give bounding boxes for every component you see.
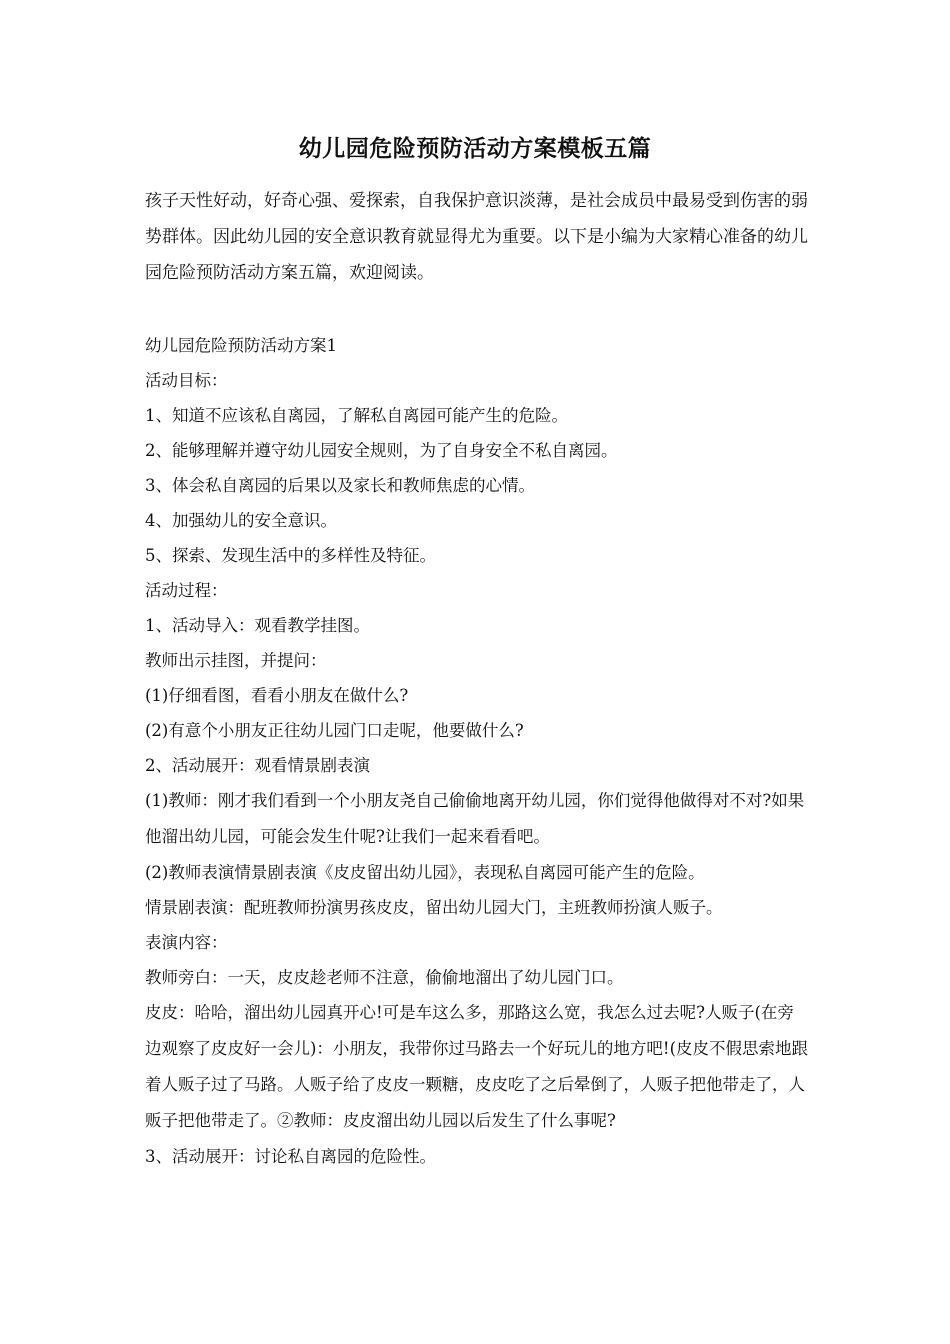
story-paragraph: 皮皮：哈哈，溜出幼儿园真开心!可是车这么多，那路这么宽，我怎么过去呢?人贩子(在旁边观察了皮皮好一会儿)：小朋友，我带你过马路去一个好玩儿的地方吧!(皮皮不假思索地跟着人贩子过了马路。人贩子给了皮皮一颗糖，皮皮吃了之后晕倒了，人贩子把他带走了，人贩子把他带走了。②教师：皮皮溜出幼儿园以后发生了什么事呢? bbox=[145, 1003, 809, 1130]
text-line: (2)有意个小朋友正往幼儿园门口走呢，他要做什么? bbox=[145, 721, 524, 740]
section-heading: 幼儿园危险预防活动方案1 bbox=[145, 336, 337, 355]
text-line: (1)仔细看图，看看小朋友在做什么? bbox=[145, 686, 409, 705]
text-line: 情景剧表演：配班教师扮演男孩皮皮，留出幼儿园大门，主班教师扮演人贩子。 bbox=[145, 898, 723, 917]
process-label: 活动过程： bbox=[145, 581, 228, 600]
text-line: (2)教师表演情景剧表演《皮皮留出幼儿园》，表现私自离园可能产生的危险。 bbox=[145, 863, 705, 882]
goal-item: 3、体会私自离园的后果以及家长和教师焦虑的心情。 bbox=[145, 476, 535, 495]
goals-label: 活动目标： bbox=[145, 371, 228, 390]
text-line: 教师出示挂图，并提问： bbox=[145, 651, 327, 670]
goal-item: 1、知道不应该私自离园，了解私自离园可能产生的危险。 bbox=[145, 406, 568, 425]
process-step: 1、活动导入：观看教学挂图。 bbox=[145, 616, 370, 635]
goal-item: 5、探索、发现生活中的多样性及特征。 bbox=[145, 546, 436, 565]
process-step: 3、活动展开：讨论私自离园的危险性。 bbox=[145, 1147, 436, 1166]
document-body bbox=[145, 328, 810, 1174]
intro-text: 孩子天性好动，好奇心强、爱探索，自我保护意识淡薄，是社会成员中最易受到伤害的弱势群体。因此幼儿园的安全意识教育就显得尤为重要。以下是小编为大家精心准备的幼儿园危险预防活动方案五篇，欢迎阅读。 bbox=[145, 191, 808, 283]
text-line: 表演内容： bbox=[145, 933, 228, 952]
intro-paragraph bbox=[145, 183, 810, 291]
teacher-paragraph: (1)教师：刚才我们看到一个小朋友尧自己偷偷地离开幼儿园，你们觉得他做得对不对?如果他溜出幼儿园，可能会发生什呢?让我们一起来看看吧。 bbox=[145, 791, 805, 846]
text-line: 教师旁白：一天，皮皮趁老师不注意，偷偷地溜出了幼儿园门口。 bbox=[145, 968, 624, 987]
goal-item: 4、加强幼儿的安全意识。 bbox=[145, 511, 337, 530]
process-step: 2、活动展开：观看情景剧表演 bbox=[145, 756, 370, 775]
goal-item: 2、能够理解并遵守幼儿园安全规则，为了自身安全不私自离园。 bbox=[145, 441, 618, 460]
document-title: 幼儿园危险预防活动方案模板五篇 bbox=[298, 135, 652, 162]
